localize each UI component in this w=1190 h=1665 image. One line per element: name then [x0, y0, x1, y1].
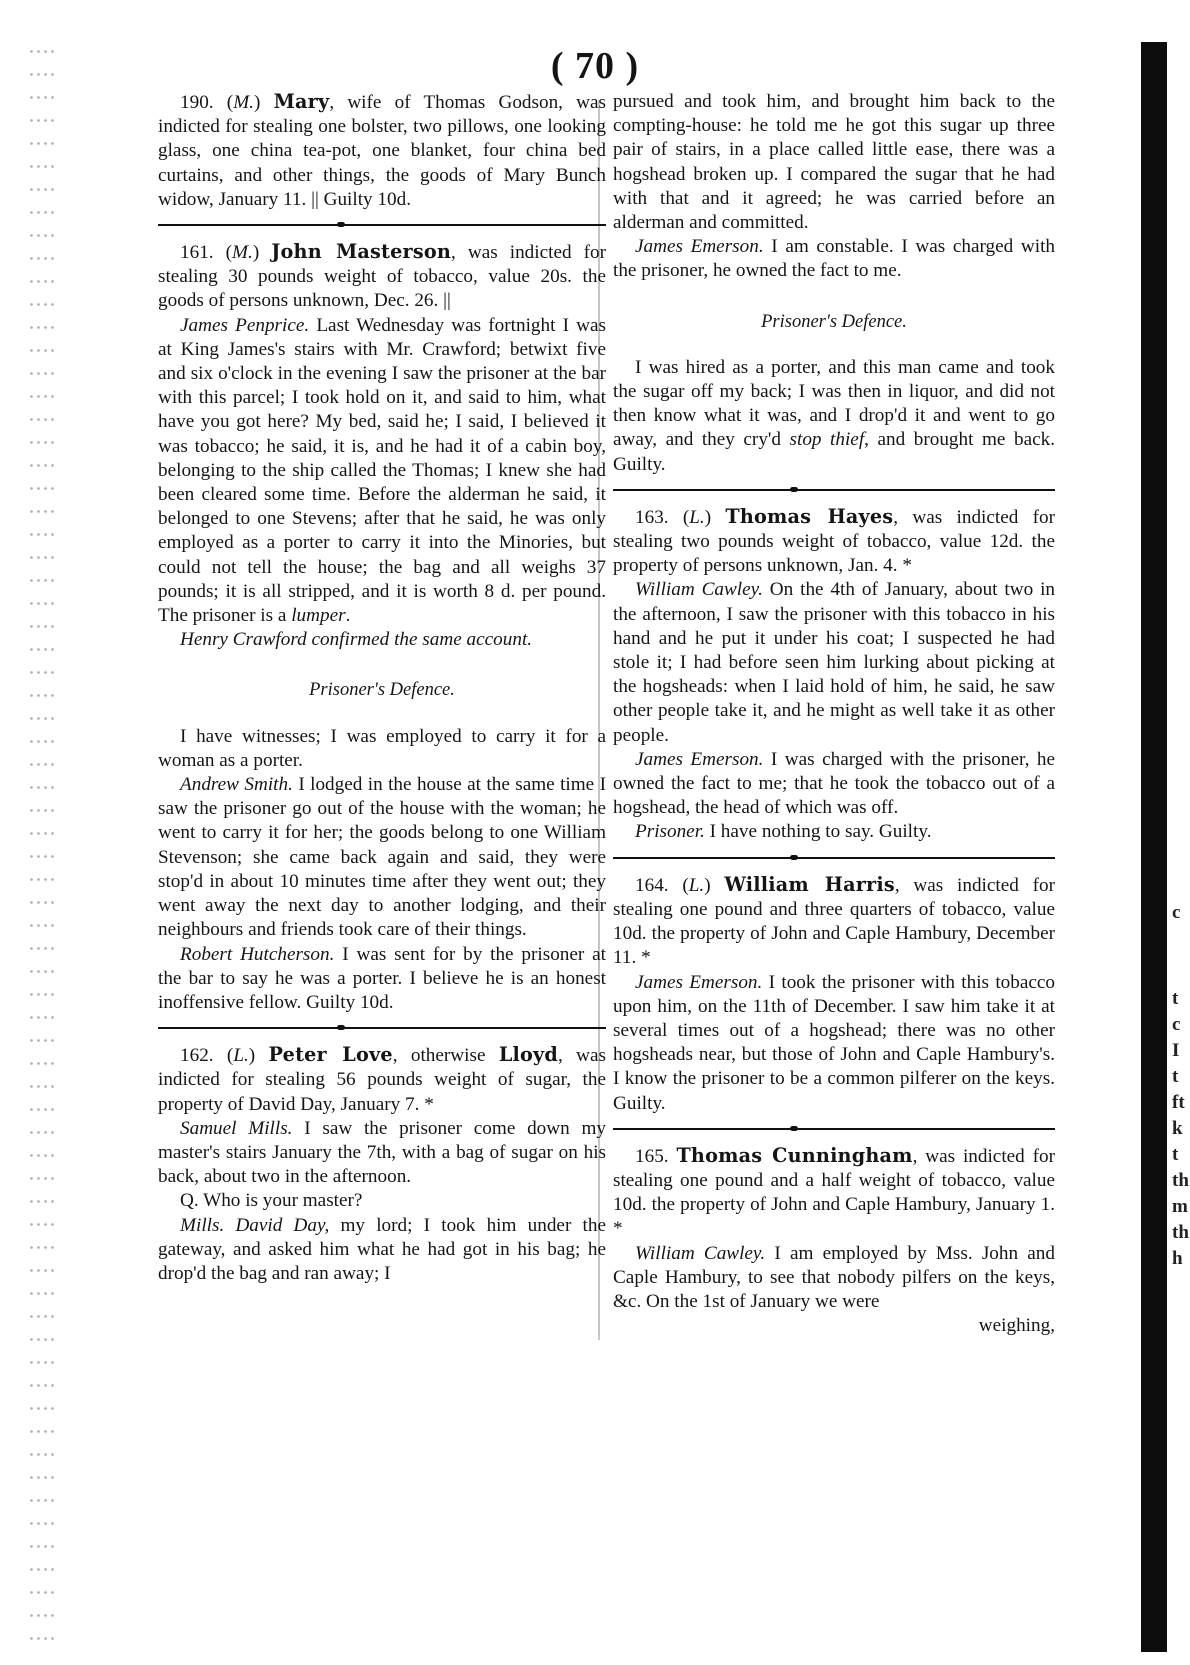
defence-paragraph: [613, 356, 1055, 477]
case-number: 164. (: [635, 874, 689, 896]
witness-name: James Penprice.: [180, 314, 310, 336]
witness-name: James Emerson.: [635, 971, 763, 993]
case-text: , was indicted for stealing one pound and three quarters of tobacco, value 10d. the property of John and Caple Hambury, December 11. *: [613, 874, 1055, 969]
testimony-paragraph: [613, 1242, 1055, 1315]
testimony-text: I am employed by Mss. John and Caple Hambury, to see that nobody pilfers on the keys, &c. On the 1st of January we were: [613, 1242, 1055, 1312]
case-text: , was indicted for stealing 30 pounds weight of tobacco, value 20s. the goods of persons unknown, Dec. 26. ||: [158, 242, 606, 312]
page-number: ( 70 ): [550, 45, 640, 87]
confirmation-line: Henry Crawford confirmed the same account.: [180, 629, 533, 651]
case-number: 190. (: [180, 92, 234, 113]
left-column: [158, 90, 606, 1286]
case-text: , otherwise: [392, 1045, 499, 1067]
testimony-text: I took the prisoner with this tobacco upon him, on the 11th of December. I saw him take it at several times out of a hogshead; there was no other hogsheads near, but those of John and Caple Hambury's. I know the prisoner to be a common pilferer on the keys. Guilty.: [613, 971, 1055, 1114]
binding-shadow-strip: [1141, 42, 1167, 1652]
testimony-text: I was sent for by the prisoner at the bar to say he was a porter. I believe he is an honest inoffensive fellow. Guilty 10d.: [158, 943, 606, 1013]
italic-term: stop thief: [789, 429, 865, 451]
bleed-char: th: [1172, 1222, 1189, 1243]
case-text: , was indicted for stealing two pounds weight of tobacco, value 12d. the property of persons unknown, Jan. 4. *: [613, 506, 1055, 577]
witness-name: William Cawley.: [635, 579, 763, 601]
case-number: 161. (: [180, 242, 233, 264]
section-heading-prisoners-defence: Prisoner's Defence.: [761, 311, 907, 332]
witness-name: James Emerson.: [635, 236, 764, 258]
testimony-paragraph: [613, 578, 1055, 747]
bleed-char: h: [1172, 1248, 1183, 1269]
case-number: 162. (: [180, 1045, 234, 1067]
continued-paragraph: pursued and took him, and brought him back to the compting-house: he told me he got this sugar up three pair of stairs, in a place called little ease, there was a hogshead broken up. I compared the sugar that he had with that and it agreed; he was carried before an alderman and committed.: [613, 91, 1055, 234]
adjacent-page-bleed: [1172, 900, 1190, 1272]
bleed-char: t: [1172, 988, 1179, 1009]
case-entry-161: 161. (M.) John Masterson, was indicted for stealing 30 pounds weight of tobacco, value 20s. the goods of persons unknown, Dec. 26. ||: [158, 240, 606, 312]
punctuation: .: [345, 605, 351, 627]
case-text: , wife of Thomas Godson, was indicted for stealing one bolster, two pillows, one looking glass, one china tea-pot, one blanket, four china bed curtains, and other things, the goods of Mary Bunch widow, January 11. || Guilty 10d.: [158, 92, 607, 210]
defence-paragraph: I have witnesses; I was employed to carry it for a woman as a porter.: [158, 725, 606, 771]
court-code: L.: [233, 1045, 249, 1067]
witness-name: William Cawley.: [635, 1242, 766, 1264]
defendant-name: Thomas Hayes: [725, 504, 894, 528]
testimony-paragraph: [158, 1214, 606, 1287]
court-code: M.: [232, 242, 253, 264]
testimony-paragraph: [158, 773, 606, 942]
bleed-char: c: [1172, 902, 1181, 923]
case-text: , was indicted for stealing 56 pounds weight of sugar, the property of David Day, January 7. *: [158, 1045, 606, 1115]
bleed-char: c: [1172, 1014, 1181, 1035]
bleed-char: th: [1172, 1170, 1189, 1191]
bleed-char: ft: [1172, 1092, 1185, 1113]
testimony-paragraph: [613, 971, 1055, 1116]
case-separator: [613, 489, 1055, 491]
witness-name: Andrew Smith.: [180, 774, 293, 796]
testimony-paragraph: [158, 1117, 606, 1190]
defendant-name: Mary: [273, 90, 330, 113]
case-text: , was indicted for stealing one pound and a half weight of tobacco, value 10d. the property of John and Caple Hambury, January 1. *: [613, 1145, 1055, 1240]
defendant-alias: Lloyd: [498, 1043, 558, 1067]
testimony-text: I have nothing to say. Guilty.: [704, 821, 932, 843]
testimony-text: I lodged in the house at the same time I saw the prisoner go out of the house with the woman; he went to carry it for her; the goods belong to one William Stevenson; she came back again and said, they were stop'd in about 10 minutes time after they went out; they went away the next day to another lodging, and their neighbours and friends took care of their things.: [158, 774, 607, 941]
case-separator: [158, 224, 606, 226]
witness-name: James Emerson.: [635, 748, 764, 770]
bleed-char: m: [1172, 1196, 1188, 1217]
testimony-text: Last Wednesday was fortnight I was at King James's stairs with Mr. Crawford; betwixt five and six o'clock in the evening I saw the prisoner at the bar with this parcel; I took hold on it, and said to him, what have you got here? My bed, said he; I said, I believed it was tobacco; he said, it is, and he had it of a cabin boy, belonging to the ship called the Thomas; I knew she had been cleared some time. Before the alderman he said, it belonged to one Stevens; after that he said, he was only employed as a porter to carry it into the Minories, but could not tell the house; the bag and all weighs 37 pounds; it is all stripped, and it is worth 8 d. per pound. The prisoner is a: [158, 314, 606, 627]
question-line: Q. Who is your master?: [180, 1190, 363, 1212]
case-separator: [158, 1027, 606, 1029]
defence-text: I was hired as a porter, and this man came and took the sugar off my back; I was then in liquor, and did not then know what it was, and I drop'd it and went to go away, and they cry'd: [613, 356, 1055, 451]
bleed-char: t: [1172, 1144, 1179, 1165]
testimony-paragraph: [613, 820, 1055, 844]
defendant-name: William Harris: [724, 872, 895, 896]
case-entry-163: 163. (L.) Thomas Hayes, was indicted for stealing two pounds weight of tobacco, value 12d. the property of persons unknown, Jan. 4. *: [613, 504, 1055, 577]
italic-term: lumper: [291, 605, 346, 627]
bleed-char: k: [1172, 1118, 1183, 1139]
scan-margin-specks: [28, 40, 54, 1650]
witness-name: Prisoner.: [635, 821, 705, 843]
testimony-text: On the 4th of January, about two in the afternoon, I saw the prisoner with this tobacco in his hand and he put it under his coat; I suspected he had stole it; I had before seen him lurking about picking at the hogsheads: when I laid hold of him, he said, he saw other people take it, and he might as well take it as other people.: [613, 579, 1055, 746]
testimony-text: I was charged with the prisoner, he owned the fact to me; that he took the tobacco out of a hogshead, the head of which was off.: [613, 748, 1055, 819]
testimony-paragraph: [158, 943, 606, 1016]
section-heading-prisoners-defence: Prisoner's Defence.: [309, 680, 455, 701]
case-entry-164: 164. (L.) William Harris, was indicted for stealing one pound and three quarters of tobacco, value 10d. the property of John and Caple Hambury, December 11. *: [613, 872, 1055, 969]
witness-name: Robert Hutcherson.: [180, 943, 335, 965]
testimony-paragraph: [158, 314, 606, 629]
court-code: L.: [689, 506, 705, 528]
bleed-char: I: [1172, 1040, 1180, 1061]
witness-name: Mills. David Day,: [180, 1214, 330, 1236]
case-number: 165.: [635, 1145, 677, 1167]
catchword: weighing,: [978, 1315, 1055, 1337]
testimony-paragraph: [613, 748, 1055, 821]
testimony-text: I am constable. I was charged with the prisoner, he owned the fact to me.: [613, 236, 1055, 282]
case-separator: [613, 857, 1055, 859]
witness-name: Samuel Mills.: [180, 1117, 293, 1139]
testimony-text: my lord; I took him under the gateway, and asked him what he had got in his bag; he drop'd the bag and ran away; I: [158, 1214, 606, 1284]
bleed-char: t: [1172, 1066, 1179, 1087]
defendant-name: Peter Love: [268, 1043, 393, 1067]
testimony-text: I saw the prisoner come down my master's stairs January the 7th, with a bag of sugar on his back, about two in the afternoon.: [158, 1117, 606, 1188]
defendant-name: Thomas Cunningham: [676, 1143, 913, 1167]
right-column: [613, 90, 1055, 1338]
case-number: 163. (: [635, 506, 690, 528]
defence-text: , and brought me back. Guilty.: [613, 429, 1055, 475]
court-code: L.: [688, 874, 705, 896]
case-entry-165: [613, 1144, 1055, 1242]
court-code: M.: [233, 92, 254, 113]
case-separator: [613, 1128, 1055, 1130]
case-entry-190: 190. (M.) Mary, wife of Thomas Godson, was indicted for stealing one bolster, two pillows, one looking glass, one china tea-pot, one blanket, four china bed curtains, and other things, the goods of Mary Bunch widow, January 11. || Guilty 10d.: [158, 90, 607, 210]
case-entry-162: 162. (L.) Peter Love, otherwise Lloyd, was indicted for stealing 56 pounds weight of sugar, the property of David Day, January 7. *: [158, 1043, 606, 1115]
testimony-paragraph: [613, 235, 1055, 283]
defendant-name: John Masterson: [271, 240, 451, 264]
